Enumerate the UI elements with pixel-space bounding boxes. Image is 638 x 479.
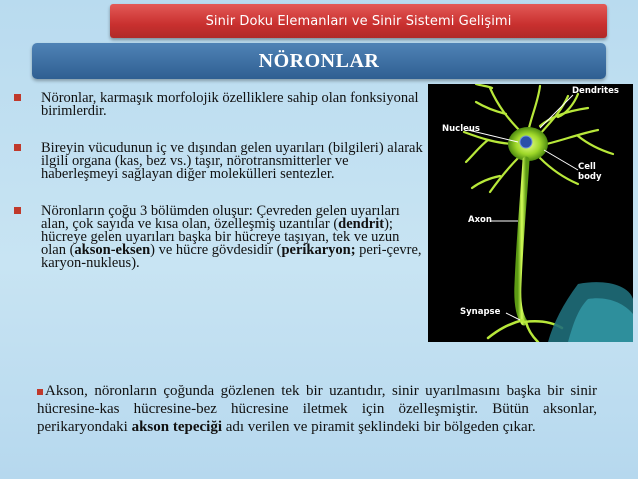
square-bullet-icon bbox=[14, 94, 21, 101]
neuron-illustration bbox=[428, 84, 633, 342]
label-dendrites: Dendrites bbox=[572, 86, 619, 96]
square-bullet-icon bbox=[37, 389, 43, 395]
slide-banner bbox=[110, 4, 607, 38]
heading-title: NÖRONLAR bbox=[258, 49, 380, 72]
bullet-list bbox=[14, 92, 424, 294]
term-perikaryon: perikaryon; bbox=[281, 242, 356, 258]
term-dendrit: dendrit bbox=[338, 216, 385, 232]
bullet-item-3 bbox=[14, 205, 424, 270]
slide-heading bbox=[32, 43, 606, 79]
bullet-item-2 bbox=[14, 142, 424, 181]
neuron-figure bbox=[428, 84, 633, 342]
paragraph-part-2: adı verilen ve piramit şeklindeki bir bölgeden çıkar. bbox=[221, 419, 536, 435]
label-cell-body: Cell body bbox=[578, 162, 602, 182]
paragraph-part-1: Akson, nöronların çoğunda gözlenen tek bir uzantıdır, sinir uyarılmasını başka bir sinir hücresine-kas hücresine-bez hücresine iletmek için özelleşmiştir. Bütün aksonlar, perikaryondaki bbox=[37, 383, 597, 435]
square-bullet-icon bbox=[14, 207, 21, 214]
label-synapse: Synapse bbox=[460, 307, 501, 317]
akson-paragraph bbox=[37, 382, 597, 436]
bullet-3-part-2: ); hücreye gelen uyarıları başka bir hücreye taşıyan, tek ve uzun olan ( bbox=[41, 216, 400, 258]
bullet-text-3 bbox=[41, 203, 422, 271]
bullet-text-2: Bireyin vücudunun iç ve dışından gelen uyarıları (bilgileri) alarak ilgili organa (kas, bez vs.) taşır, nörotransmitterler ve haberleşmeyi sağlayan diğer molekülleri sentezler. bbox=[41, 140, 423, 182]
bullet-3-part-3: ) ve hücre gövdesidir ( bbox=[150, 242, 282, 258]
term-akson-eksen: akson-eksen bbox=[74, 242, 151, 258]
bullet-text-1: Nöronlar, karmaşık morfolojik özelliklere sahip olan fonksiyonal birimlerdir. bbox=[41, 90, 419, 119]
label-axon: Axon bbox=[468, 215, 492, 225]
label-nucleus: Nucleus bbox=[442, 124, 480, 134]
bullet-3-part-4: peri-çevre, karyon-nukleus). bbox=[41, 242, 422, 271]
square-bullet-icon bbox=[14, 144, 21, 151]
term-akson-tepecigi: akson tepeciği bbox=[131, 419, 222, 435]
bullet-3-part-1: Nöronların çoğu 3 bölümden oluşur: Çevreden gelen uyarıları alan, çok sayıda ve kısa olan, özelleşmiş uzantılar ( bbox=[41, 203, 400, 232]
bullet-item-1 bbox=[14, 92, 424, 118]
banner-title: Sinir Doku Elemanları ve Sinir Sistemi Gelişimi bbox=[205, 13, 512, 29]
